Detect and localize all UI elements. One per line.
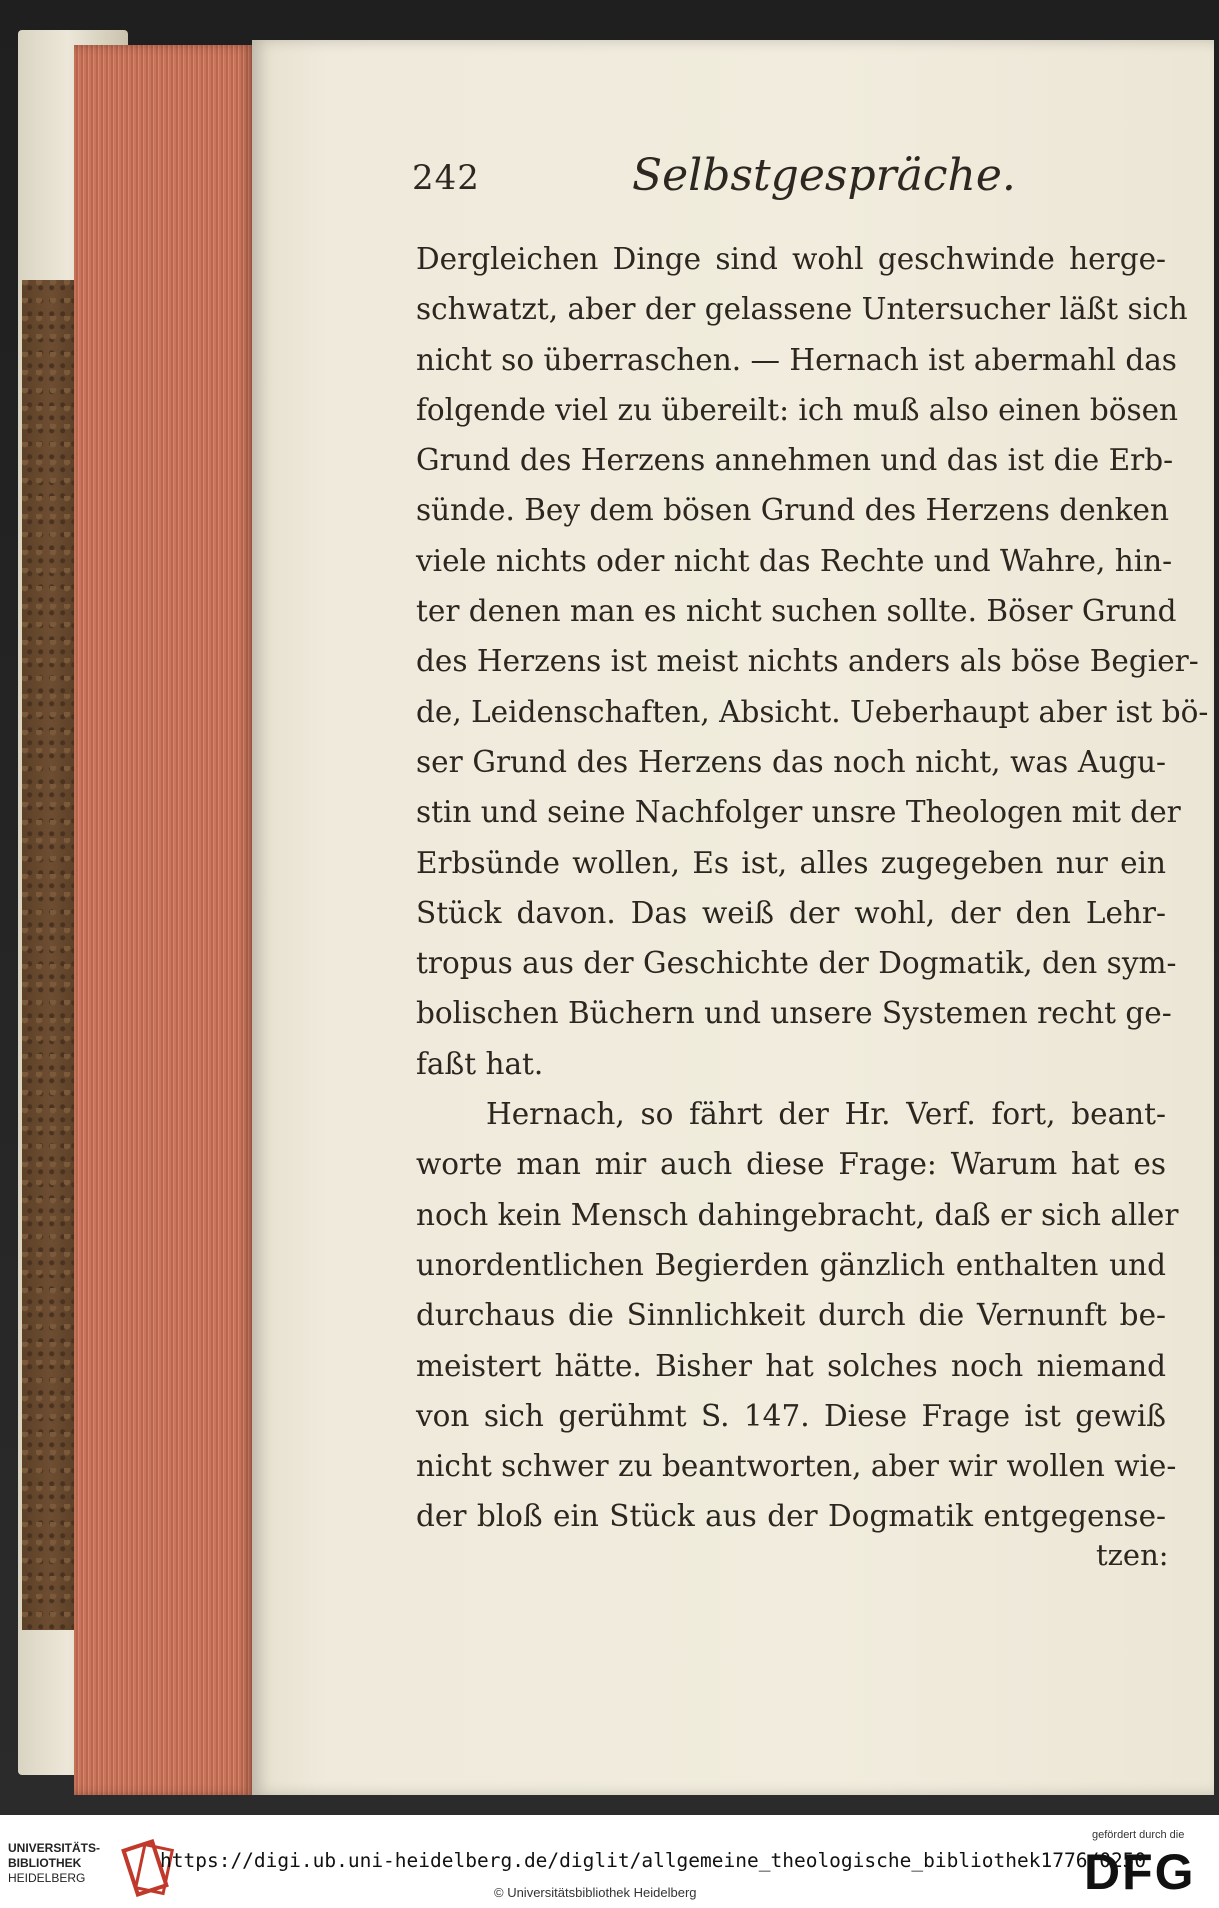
page-number: 242	[412, 158, 480, 198]
text-line: unordentlichen Begierden gänzlich enthalten und	[416, 1247, 1166, 1282]
text-line: Stück davon. Das weiß der wohl, der den Lehr-	[416, 895, 1166, 930]
text-line: nicht so überraschen. — Hernach ist abermahl das	[416, 342, 1177, 377]
text-line: durchaus die Sinnlichkeit durch die Vernunft be-	[416, 1298, 1166, 1333]
text-line: folgende viel zu übereilt: ich muß also einen bösen	[416, 392, 1179, 427]
text-line: stin und seine Nachfolger unsre Theologen mit der	[416, 795, 1181, 830]
text-line: Erbsünde wollen, Es ist, alles zugegeben nur ein	[416, 845, 1166, 880]
library-name-line: UNIVERSITÄTS-	[8, 1841, 101, 1855]
running-head-title: Selbstgespräche.	[632, 150, 1016, 201]
text-line: schwatzt, aber der gelassene Untersucher läßt sich	[416, 292, 1188, 327]
running-head	[412, 150, 1172, 210]
text-line: ter denen man es nicht suchen sollte. Böser Grund	[416, 594, 1177, 629]
page-body-text	[416, 234, 1209, 1542]
text-line: bolischen Büchern und unsere Systemen recht ge-	[416, 996, 1172, 1031]
funder-note: gefördert durch die	[1092, 1829, 1185, 1841]
library-logo-text	[8, 1841, 100, 1886]
text-line: Hernach, so fährt der Hr. Verf. fort, beant-	[486, 1097, 1166, 1132]
text-line: tropus aus der Geschichte der Dogmatik, den sym-	[416, 946, 1177, 981]
dfg-logo[interactable]: DFG	[1084, 1844, 1196, 1900]
text-line: noch kein Mensch dahingebracht, daß er sich aller	[416, 1197, 1179, 1232]
text-line: ser Grund des Herzens das noch nicht, was Augu-	[416, 744, 1166, 779]
copyright-notice: © Universitätsbibliothek Heidelberg	[494, 1885, 697, 1900]
text-line: faßt hat.	[416, 1046, 544, 1081]
text-line: Dergleichen Dinge sind wohl geschwinde herge-	[416, 242, 1166, 276]
text-line: meistert hätte. Bisher hat solches noch niemand	[416, 1348, 1166, 1383]
footer-bar	[0, 1815, 1219, 1908]
catchword: tzen:	[1096, 1538, 1169, 1572]
text-line: nicht schwer zu beantworten, aber wir wollen wie-	[416, 1449, 1177, 1484]
text-line: de, Leidenschaften, Absicht. Ueberhaupt aber ist bö-	[416, 694, 1209, 729]
text-line: des Herzens ist meist nichts anders als böse Begier-	[416, 644, 1199, 679]
library-name-line: BIBLIOTHEK	[8, 1856, 82, 1870]
library-name-line: HEIDELBERG	[8, 1871, 86, 1885]
permalink-url[interactable]: https://digi.ub.uni-heidelberg.de/diglit/allgemeine_theologische_bibliothek1776/0250	[160, 1849, 1147, 1872]
text-line: viele nichts oder nicht das Rechte und Wahre, hin-	[416, 543, 1173, 578]
text-line: von sich gerühmt S. 147. Diese Frage ist gewiß	[416, 1398, 1166, 1433]
text-line: sünde. Bey dem bösen Grund des Herzens denken	[416, 493, 1169, 528]
text-line: der bloß ein Stück aus der Dogmatik entgegense-	[416, 1499, 1166, 1534]
text-line: worte man mir auch diese Frage: Warum hat es	[416, 1147, 1166, 1182]
library-logo[interactable]	[8, 1841, 168, 1896]
page-edges	[74, 45, 254, 1795]
text-line: Grund des Herzens annehmen und das ist die Erb-	[416, 443, 1174, 478]
